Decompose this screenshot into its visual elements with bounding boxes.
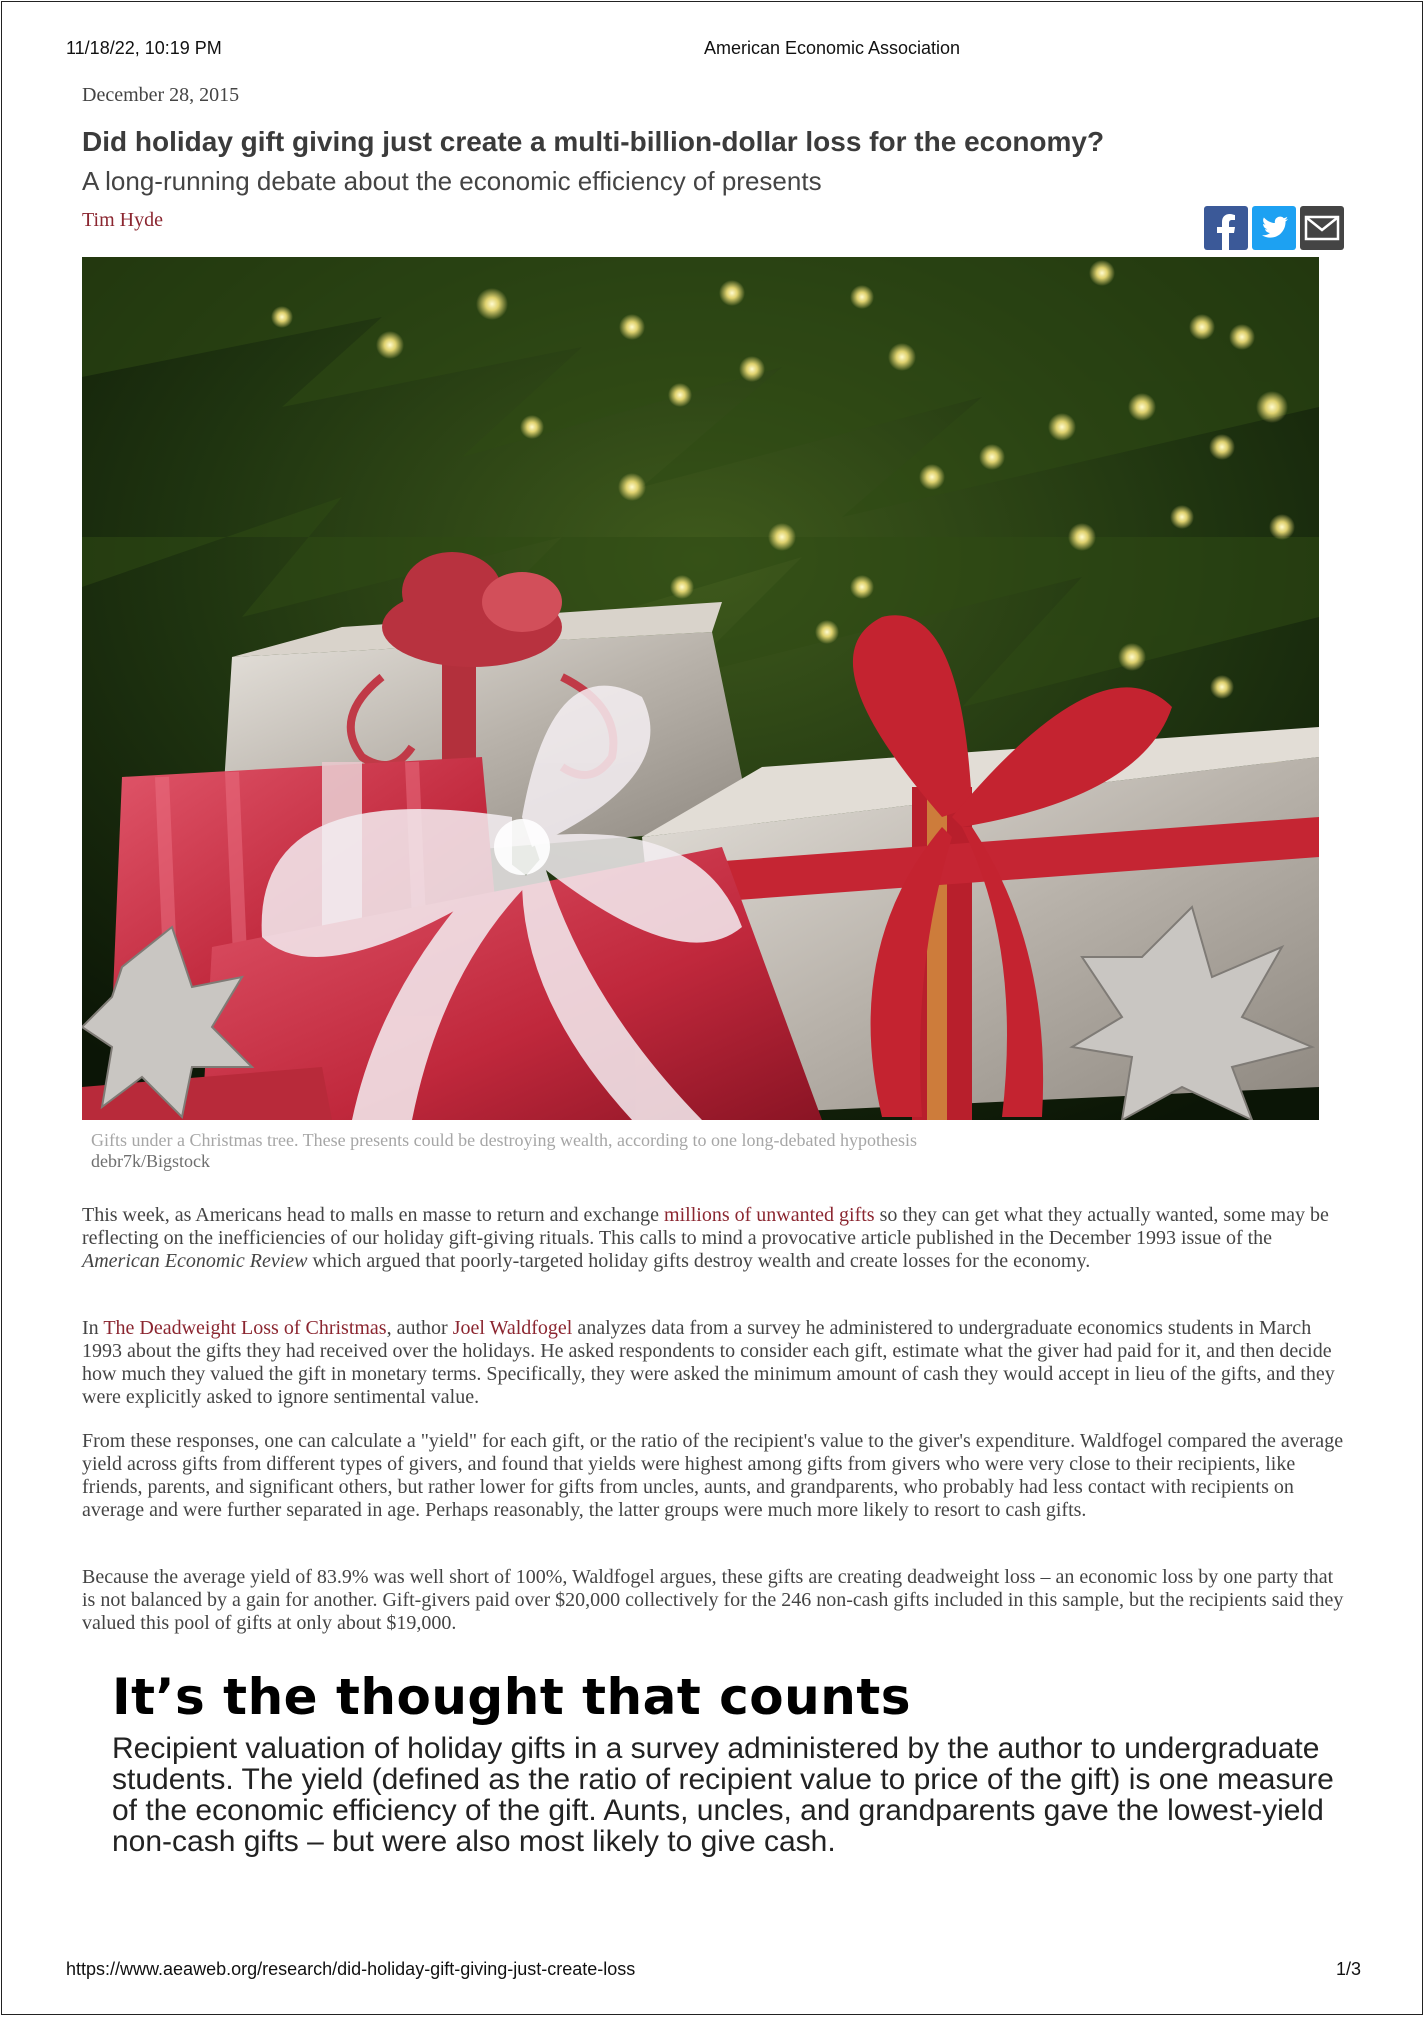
article-subheadline: A long-running debate about the economic efficiency of presents xyxy=(82,166,822,196)
author-link[interactable]: Tim Hyde xyxy=(82,209,163,231)
print-site-title: American Economic Association xyxy=(703,38,961,58)
email-share-button[interactable] xyxy=(1300,206,1344,250)
email-icon xyxy=(1300,206,1344,250)
p2-text-a: In xyxy=(82,1317,104,1339)
unwanted-gifts-link[interactable]: millions of unwanted gifts xyxy=(664,1204,875,1226)
p1-text-b: so they can get what they actually wanted, some may be reflecting on the inefficiencies of our holiday gift-giving rituals. This calls to mind a provocative article published in the December 1993 issue of the xyxy=(82,1204,1329,1249)
p1-text-c: which argued that poorly-targeted holiday gifts destroy wealth and create losses for the economy. xyxy=(307,1250,1091,1272)
journal-name: American Economic Review xyxy=(82,1250,308,1272)
p1-text-a: This week, as Americans head to malls en masse to return and exchange xyxy=(82,1204,665,1226)
twitter-icon xyxy=(1252,206,1296,250)
image-credit: debr7k/Bigstock xyxy=(91,1151,210,1171)
share-buttons xyxy=(1204,206,1344,250)
facebook-icon xyxy=(1204,206,1248,250)
publish-date: December 28, 2015 xyxy=(82,84,240,106)
paragraph-2 xyxy=(82,1317,1344,1409)
print-page-number: 1/3 xyxy=(1336,1959,1362,1979)
print-datetime: 11/18/22, 10:19 PM xyxy=(66,38,222,58)
joel-waldfogel-link[interactable]: Joel Waldfogel xyxy=(452,1317,573,1339)
p2-text-c: analyzes data from a survey he administered to undergraduate economics students in March 1993 about the gifts they had received over the holidays. He asked respondents to consider each gift, estimate what the giver had paid for it, and then decide how much they valued the gift in monetary terms. Specifically, they were asked the minimum amount of cash they would accept in lieu of the gifts, and they were explicitly asked to ignore sentimental value. xyxy=(82,1317,1335,1408)
p2-text-b: , author xyxy=(386,1317,453,1339)
paragraph-3: From these responses, one can calculate a "yield" for each gift, or the ratio of the recipient's value to the giver's expenditure. Waldfogel compared the average yield across gifts from different types of givers, and found that yields were highest among gifts from givers who were very close to their recipients, like friends, parents, and significant others, but rather lower for gifts from uncles, aunts, and grandparents, who probably had less contact with recipients on average and were further separated in age. Perhaps reasonably, the latter groups were much more likely to resort to cash gifts. xyxy=(82,1430,1344,1521)
figure-caption: Recipient valuation of holiday gifts in a survey administered by the author to undergraduate students. The yield (defined as the ratio of recipient value to price of the gift) is one measure of the economic efficiency of the gift. Aunts, uncles, and grandparents gave the lowest-yield non-cash gifts – but were also most likely to give cash. xyxy=(112,1732,1334,1858)
christmas-gifts-photo xyxy=(82,257,1319,1120)
caption-text: Gifts under a Christmas tree. These presents could be destroying wealth, according to one long-debated hypothesis xyxy=(91,1130,917,1150)
figure-title: It’s the thought that counts xyxy=(112,1668,912,1726)
twitter-share-button[interactable] xyxy=(1252,206,1296,250)
facebook-share-button[interactable] xyxy=(1204,206,1248,250)
print-url: https://www.aeaweb.org/research/did-holiday-gift-giving-just-create-loss xyxy=(66,1959,636,1979)
deadweight-loss-article-link[interactable]: The Deadweight Loss of Christmas xyxy=(103,1317,387,1339)
image-caption xyxy=(91,1130,1291,1172)
paragraph-1 xyxy=(82,1204,1344,1273)
paragraph-4: Because the average yield of 83.9% was well short of 100%, Waldfogel argues, these gifts are creating deadweight loss – an economic loss by one party that is not balanced by a gain for another. Gift-givers paid over $20,000 collectively for the 246 non-cash gifts included in this sample, but the recipients said they valued this pool of gifts at only about $19,000. xyxy=(82,1566,1344,1634)
article-headline: Did holiday gift giving just create a multi-billion-dollar loss for the economy? xyxy=(82,126,1105,157)
